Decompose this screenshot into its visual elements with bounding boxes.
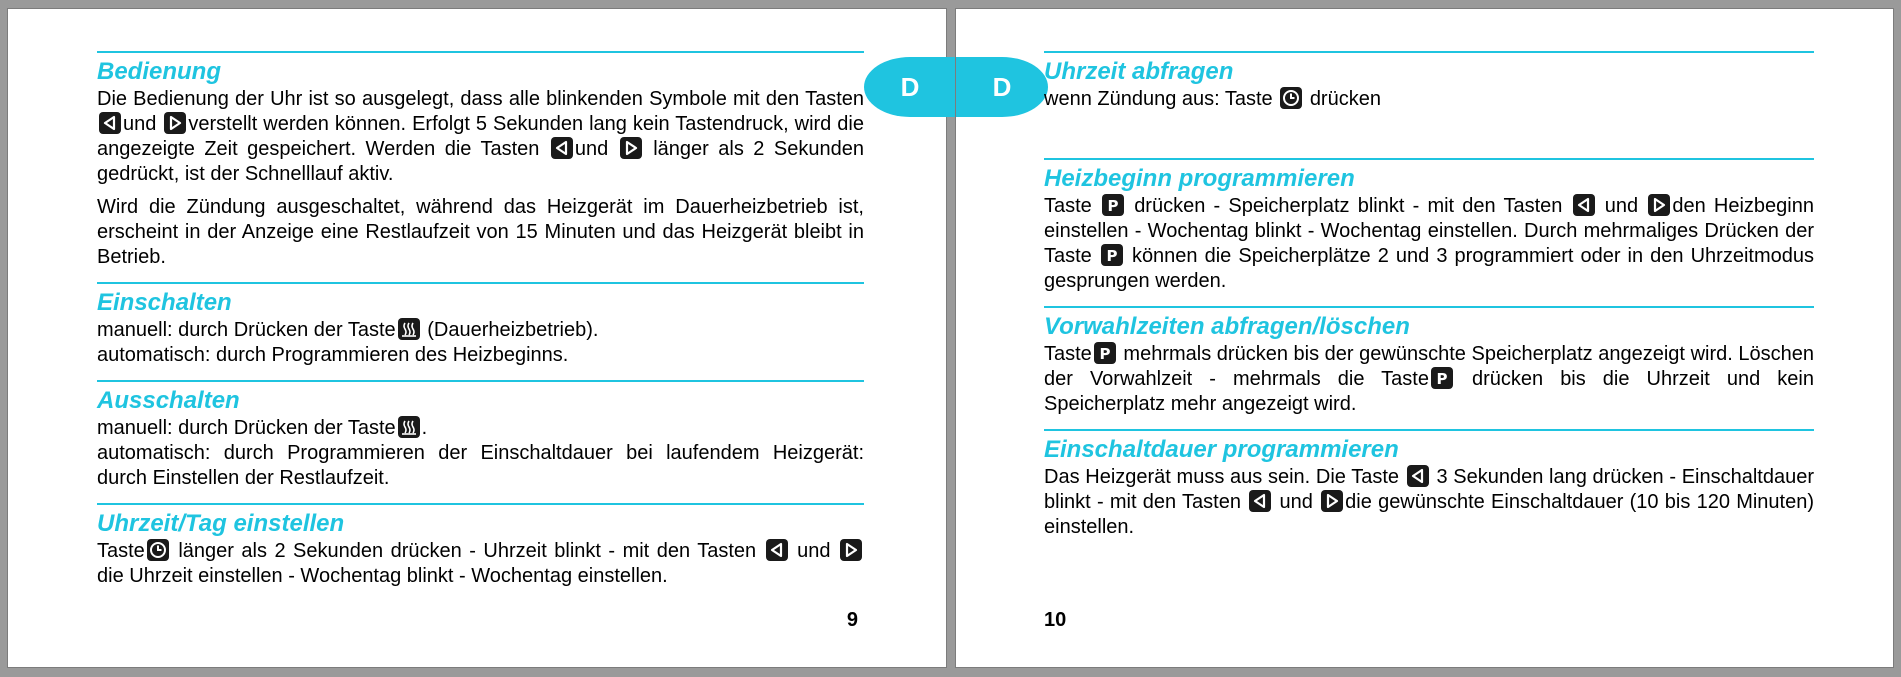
paragraph: Das Heizgerät muss aus sein. Die Taste 3 Sekunden lang drücken - Einschaltdauer blinkt - mit den Tasten und die gewünschte Einschaltdauer (10 bis 120 Minuten) einstellen. <box>1044 466 1815 538</box>
svg-text:P: P <box>1106 247 1118 265</box>
paragraph: Taste P mehrmals drücken bis der gewünschte Speicherplatz angezeigt wird. Löschen der Vorwahlzeit - mehrmals die Taste P drücken bis die Uhrzeit und kein Speicherplatz mehr angezeigt wird. <box>1044 343 1814 415</box>
section-heading: Einschalten <box>97 289 232 316</box>
section-vorwahlzeiten <box>1044 306 1814 417</box>
section-heading: Heizbeginn programmieren <box>1044 165 1355 192</box>
page-9 <box>8 9 946 667</box>
language-tab: D <box>956 57 1048 117</box>
language-tab: D <box>864 57 956 117</box>
paragraph: wenn Zündung aus: Taste drücken <box>1044 88 1381 110</box>
section-ausschalten <box>97 380 864 491</box>
heat-icon <box>398 318 420 340</box>
arrow-right-icon <box>164 112 186 134</box>
left-column <box>97 51 864 601</box>
right-column <box>1044 51 1814 552</box>
arrow-left-icon <box>1407 465 1429 487</box>
page-number: 10 <box>1044 609 1067 631</box>
section-einschalten <box>97 282 864 368</box>
heat-icon <box>398 416 420 438</box>
arrow-left-icon <box>1249 490 1271 512</box>
section-einschaltdauer <box>1044 429 1814 540</box>
arrow-right-icon <box>1321 490 1343 512</box>
svg-text:P: P <box>1099 345 1111 363</box>
arrow-right-icon <box>1648 194 1670 216</box>
clock-icon <box>147 539 169 561</box>
section-heading: Ausschalten <box>97 387 240 414</box>
section-heading: Uhrzeit/Tag einstellen <box>97 510 345 537</box>
p-key-icon <box>1101 244 1123 266</box>
arrow-right-icon <box>620 137 642 159</box>
clock-icon <box>1280 87 1302 109</box>
paragraph: Taste P drücken - Speicherplatz blinkt - mit den Tasten und den Heizbeginn einstellen - Wochentag blinkt - Wochentag einstellen. Durch mehrmaliges Drücken der Taste P können die Speicherplätze 2 und 3 programmiert oder in den Uhrzeitmodus gesprungen werden. <box>1044 195 1814 292</box>
p-key-icon <box>1102 194 1124 216</box>
arrow-right-icon <box>840 539 862 561</box>
paragraph: Taste länger als 2 Sekunden drücken - Uhrzeit blinkt - mit den Tasten und die Uhrzeit einstellen - Wochentag blinkt - Wochentag einstellen. <box>97 539 864 589</box>
page-10 <box>956 9 1893 667</box>
section-heading: Vorwahlzeiten abfragen/löschen <box>1044 313 1410 340</box>
section-heading: Uhrzeit abfragen <box>1044 58 1234 85</box>
paragraph: Wird die Zündung ausgeschaltet, während das Heizgerät im Dauerheizbetrieb ist, erscheint in der Anzeige eine Restlaufzeit von 15 Minuten und das Heizgerät bleibt in Betrieb. <box>97 196 864 268</box>
page-number: 9 <box>846 609 858 631</box>
paragraph: manuell: durch Drücken der Taste (Dauerheizbetrieb). automatisch: durch Programmieren des Heizbeginns. <box>97 319 599 366</box>
section-uhrzeit-tag <box>97 503 864 589</box>
section-heizbeginn <box>1044 158 1814 294</box>
svg-text:P: P <box>1107 197 1119 215</box>
arrow-left-icon <box>551 137 573 159</box>
arrow-left-icon <box>1573 194 1595 216</box>
section-heading: Einschaltdauer programmieren <box>1044 436 1399 463</box>
section-uhrzeit-abfragen <box>1044 51 1814 112</box>
arrow-left-icon <box>766 539 788 561</box>
section-heading: Bedienung <box>97 58 221 85</box>
svg-text:P: P <box>1436 370 1448 388</box>
paragraph: Die Bedienung der Uhr ist so ausgelegt, dass alle blinkenden Symbole mit den Tasten und verstellt werden können. Erfolgt 5 Sekunden lang kein Tastendruck, wird die angezeigte Zeit gespeichert. Werden die Tasten und länger als 2 Sekunden gedrückt, ist der Schnelllauf aktiv. <box>97 88 864 185</box>
p-key-icon <box>1431 367 1453 389</box>
p-key-icon <box>1094 342 1116 364</box>
paragraph: manuell: durch Drücken der Taste . automatisch: durch Programmieren der Einschaltdauer bei laufendem Heizgerät: durch Einstellen der Restlaufzeit. <box>97 417 864 489</box>
arrow-left-icon <box>99 112 121 134</box>
section-bedienung <box>97 51 864 270</box>
